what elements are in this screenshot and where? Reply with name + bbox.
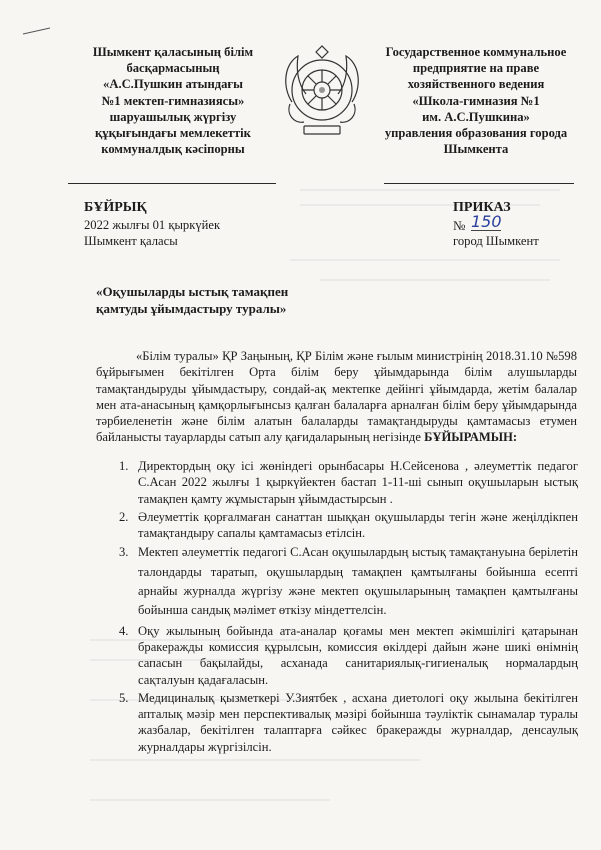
item-number: 1. [119,459,129,473]
order-number-handwritten: 150 [471,212,502,231]
item-number: 5. [119,690,129,705]
item-number: 3. [119,545,129,560]
order-city-russian: город Шымкент [453,234,539,248]
order-title-kazakh: БҰЙРЫҚ [84,200,147,215]
item-text: Мектеп әлеуметтік педагогі С.Асан оқушылардың ыстық тамақтануына берілетін талондарды таратып, оқушылардың тамақпен қамтылғаны бойынша есепті арнайы журналда жүргізу және мектеп оқушыларының тамақпен қамтылғаны бойынша сандық мәлімет өткізу міндеттелсін. [138,545,578,618]
header-kazakh [68,44,278,157]
preamble-text: «Білім туралы» ҚР Заңының, ҚР Білім және ғылым министрінің 2018.31.10 №598 бұйрығымен бекітілген Орта білім беру ұйымдарында білім алушыларды тамақтандыруды ұйымдастыру, сондай-ақ мектепке дейінгі ұйымдарда, жетім балалар мен ата-анасының қамқорлығынсыз қалған балаларға арналған білім беру ұйымдарында тәрбиеленетін және білім алатын балаларды тамақтандыруды қамтамасыз етумен байланысты тауарларды сатып алу қағидаларының негізінде [96,349,577,445]
header-kz-line: Шымкент қаласының білім [92,45,254,59]
item-text: Оқу жылының бойында ата-аналар қоғамы мен мектеп әкімшілігі қатарынан бракеражды комиссия құрылсын, комиссия өкілдері дайын және шикі өнімнің сапасын бақылайды, асханада санитариялық-гигиеналық нормалардың сақталуын қадағаласын. [138,623,578,687]
header-ru-line: управления образования города [384,126,568,141]
header-kz-line: құқығындағы мемлекеттік [95,126,251,141]
order-year: 2022 [84,218,110,232]
order-city-kazakh: Шымкент қаласы [84,234,178,248]
header-ru-line: предприятие на праве [412,61,540,76]
preamble-paragraph [96,348,577,446]
header-kz-line: «А.С.Пушкин атындағы [103,77,243,92]
list-item [119,509,578,542]
command-word: БҰЙЫРАМЫН: [424,430,518,445]
order-date [84,218,220,233]
list-item [119,690,578,755]
state-emblem [276,42,368,142]
order-items [119,458,578,755]
item-text: Директордың оқу ісі жөніндегі орынбасары Н.Сейсенова , әлеуметтік педагог С.Асан 2022 жылғы 1 қыркүйектен бастап 1-11-ші сынып оқушыларын ыстық тамақпен қамту жұмыстарын ұйымдастырсын . [138,459,578,506]
header-kz-line: шаруашылық жүргізу [109,109,237,124]
header-ru-line: «Школа-гимназия №1 [412,93,540,108]
order-subject [96,284,326,317]
header-ru-line: Шымкента [443,142,509,157]
item-number: 4. [119,623,129,638]
header-divider-right [384,183,574,184]
header-kz-line: №1 мектеп-гимназиясы» [101,93,245,108]
header-kz-line: коммуналдық кәсіпорны [101,142,245,157]
item-text: Әлеуметтік қорғалмаған санаттан шыққан оқушыларды тегін және жеңілдікпен тамақтандыру сапалы қамтамасыз етілсін. [138,509,578,541]
order-day-month: 01 қыркүйек [152,218,221,232]
header-ru-line: хозяйственного ведения [407,77,545,92]
item-text: Медициналық қызметкері У.Зиятбек , асхана диетологі оқу жылына бекітілген апталық мәзір мен перспективалық мәзірі бойынша тәуліктік сынамалар туралы жазбалар, бекітілген талаптарға сәйкес бракеражды журналдар, денсаулық журналдары жүргізілсін. [138,690,578,754]
header-ru-line: им. А.С.Пушкина» [422,109,530,124]
list-item [119,623,578,688]
item-number: 2. [119,509,129,524]
order-title-russian: ПРИКАЗ [453,200,511,215]
header-russian [362,44,590,157]
preamble [96,348,577,446]
list-item [119,543,578,620]
header-divider-left [68,183,276,184]
header-ru-line: Государственное коммунальное [385,45,567,59]
order-year-word: жылғы [112,218,150,232]
subject-line: «Оқушыларды ыстық тамақпен [96,284,289,299]
header-kz-line: басқармасының [126,61,220,76]
subject-line: қамтуды ұйымдастыру туралы» [96,300,287,316]
list-item [119,458,578,507]
pen-mark [22,26,52,36]
order-number-label: № [453,218,466,233]
